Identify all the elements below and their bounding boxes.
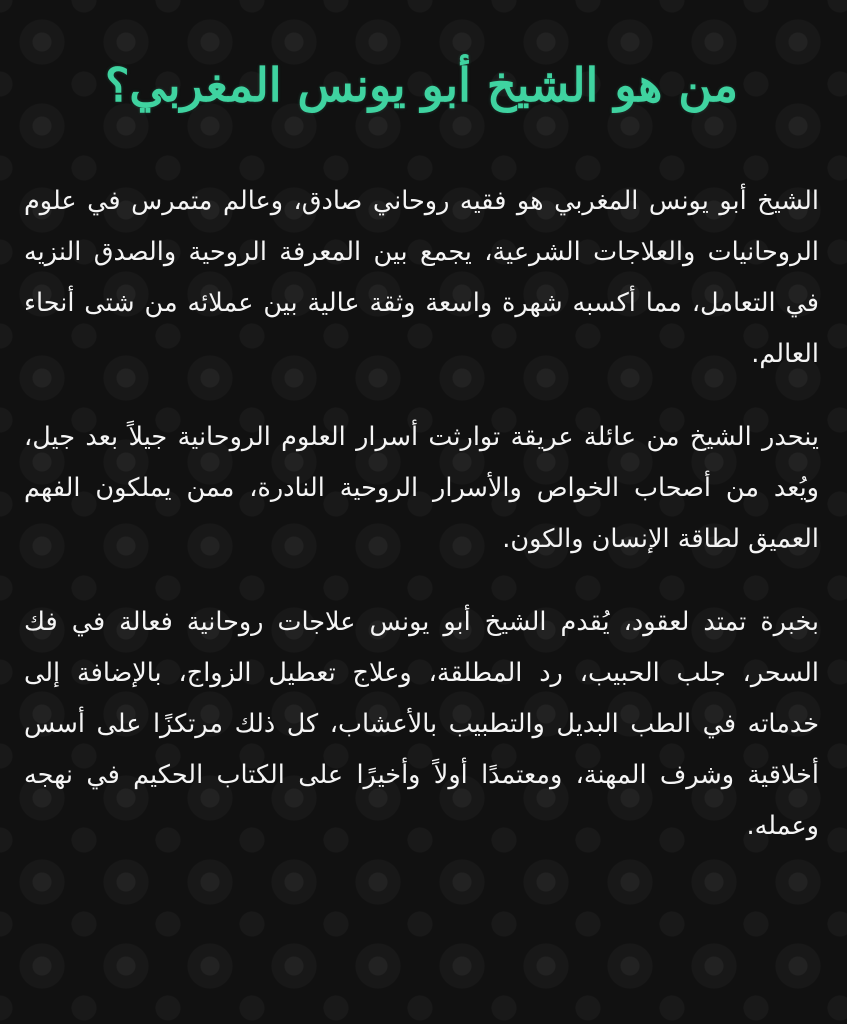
paragraph-lineage: ينحدر الشيخ من عائلة عريقة توارثت أسرار العلوم الروحانية جيلاً بعد جيل، ويُعد من أصحاب الخواص والأسرار الروحية النادرة، ممن يملكون الفهم العميق لطاقة الإنسان والكون.: [24, 421, 819, 554]
paragraph-intro: الشيخ أبو يونس المغربي هو فقيه روحاني صادق، وعالم متمرس في علوم الروحانيات والعلاجات الشرعية، يجمع بين المعرفة الروحية والصدق النزيه في التعامل، مما أكسبه شهرة واسعة وثقة عالية بين عملائه من شتى أنحاء العالم.: [24, 185, 819, 369]
paragraph-services: بخبرة تمتد لعقود، يُقدم الشيخ أبو يونس علاجات روحانية فعالة في فك السحر، جلب الحبيب، رد المطلقة، وعلاج تعطيل الزواج، بالإضافة إلى خدماته في الطب البديل والتطبيب بالأعشاب، كل ذلك مرتكزًا على أسس أخلاقية وشرف المهنة، ومعتمدًا أولاً وأخيرًا على الكتاب الحكيم في نهجه وعمله.: [24, 606, 819, 841]
body-text: [24, 176, 819, 852]
page-title: من هو الشيخ أبو يونس المغربي؟: [104, 58, 739, 112]
